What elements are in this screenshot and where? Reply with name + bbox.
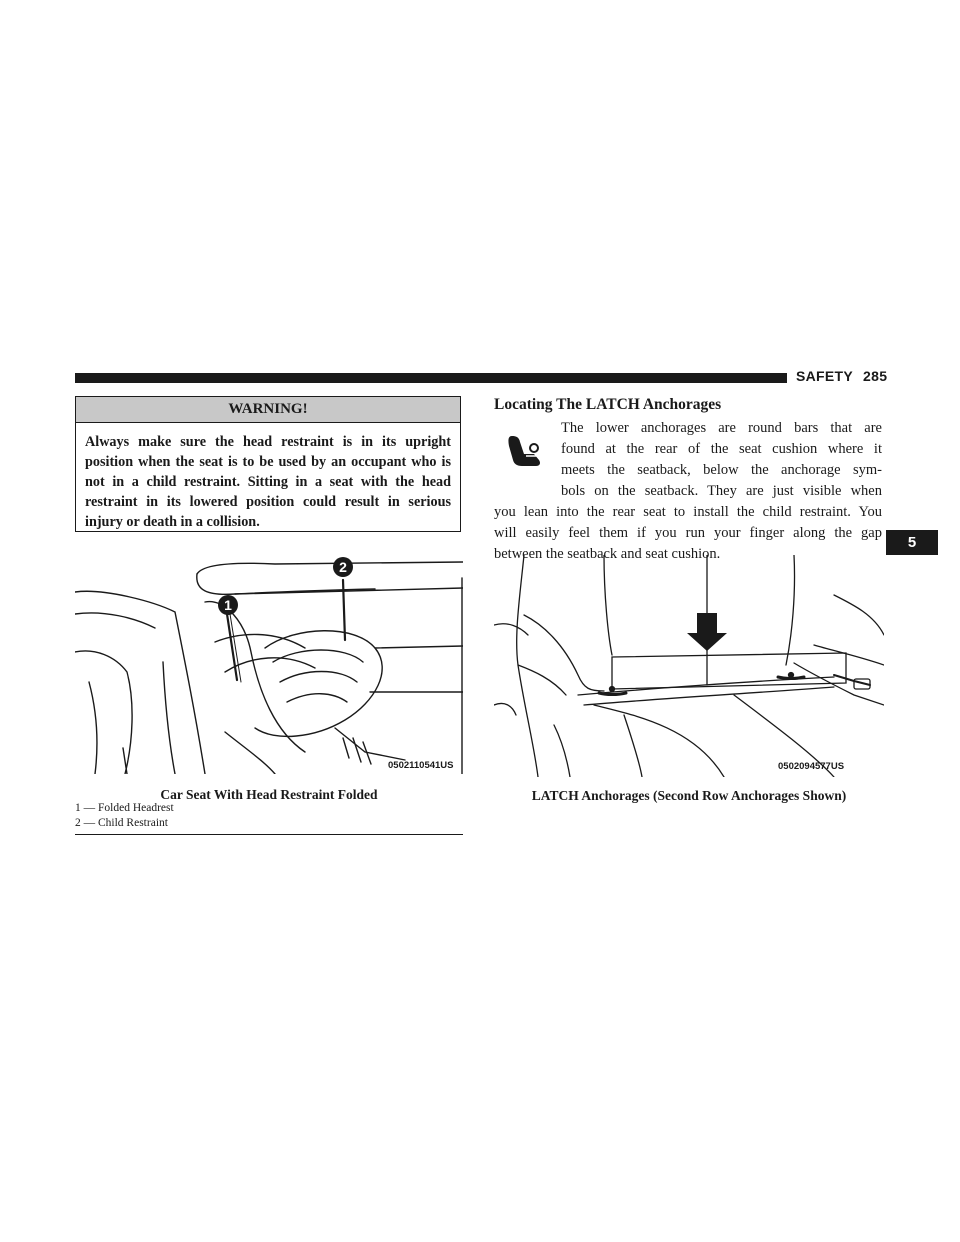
warning-title: WARNING! [76, 397, 460, 423]
figure2-code: 0502094577US [778, 761, 845, 772]
paragraph-line: bols on the seatback. They are just visible when [561, 483, 882, 499]
figure1-code: 0502110541US [388, 760, 454, 771]
paragraph-line: you lean into the rear seat to install the child restraint. You [494, 504, 882, 520]
paragraph-line: between the seatback and seat cushion. [494, 546, 721, 562]
latch-anchorages-illustration [494, 555, 884, 777]
figure2-caption: LATCH Anchorages (Second Row Anchorages Shown) [531, 788, 847, 803]
arrow-down-icon [687, 613, 727, 651]
page-number: 285 [863, 368, 888, 384]
figure1-divider [75, 834, 463, 835]
seat-headrest-illustration [75, 552, 463, 774]
callout-1-label: 1 [224, 597, 232, 613]
paragraph-line: The lower anchorages are round bars that are [561, 420, 882, 436]
figure1-caption: Car Seat With Head Restraint Folded [160, 787, 378, 802]
section-name: SAFETY [796, 368, 854, 384]
section-heading: Locating The LATCH Anchorages [494, 396, 722, 413]
paragraph-line: will easily feel them if you run your finger along the gap [494, 525, 882, 541]
latch-anchor-icon [500, 426, 550, 476]
warning-body: Always make sure the head restraint is in its upright position when the seat is to be used by an occupant who is not in a child restraint. Sitting in a seat with the head restraint in its lowered position could result in serious injury or death in a collision. [85, 434, 451, 530]
chapter-tab: 5 [886, 530, 938, 555]
running-header [796, 368, 887, 384]
callout-2-label: 2 [339, 559, 347, 575]
header-rule [75, 373, 787, 383]
paragraph-line: meets the seatback, below the anchorage sym- [561, 462, 882, 478]
figure1-legend-item: 1 — Folded Headrest [75, 802, 174, 814]
warning-box [75, 396, 461, 532]
paragraph-line: found at the rear of the seat cushion where it [561, 441, 882, 457]
figure1-legend-item: 2 — Child Restraint [75, 817, 168, 829]
